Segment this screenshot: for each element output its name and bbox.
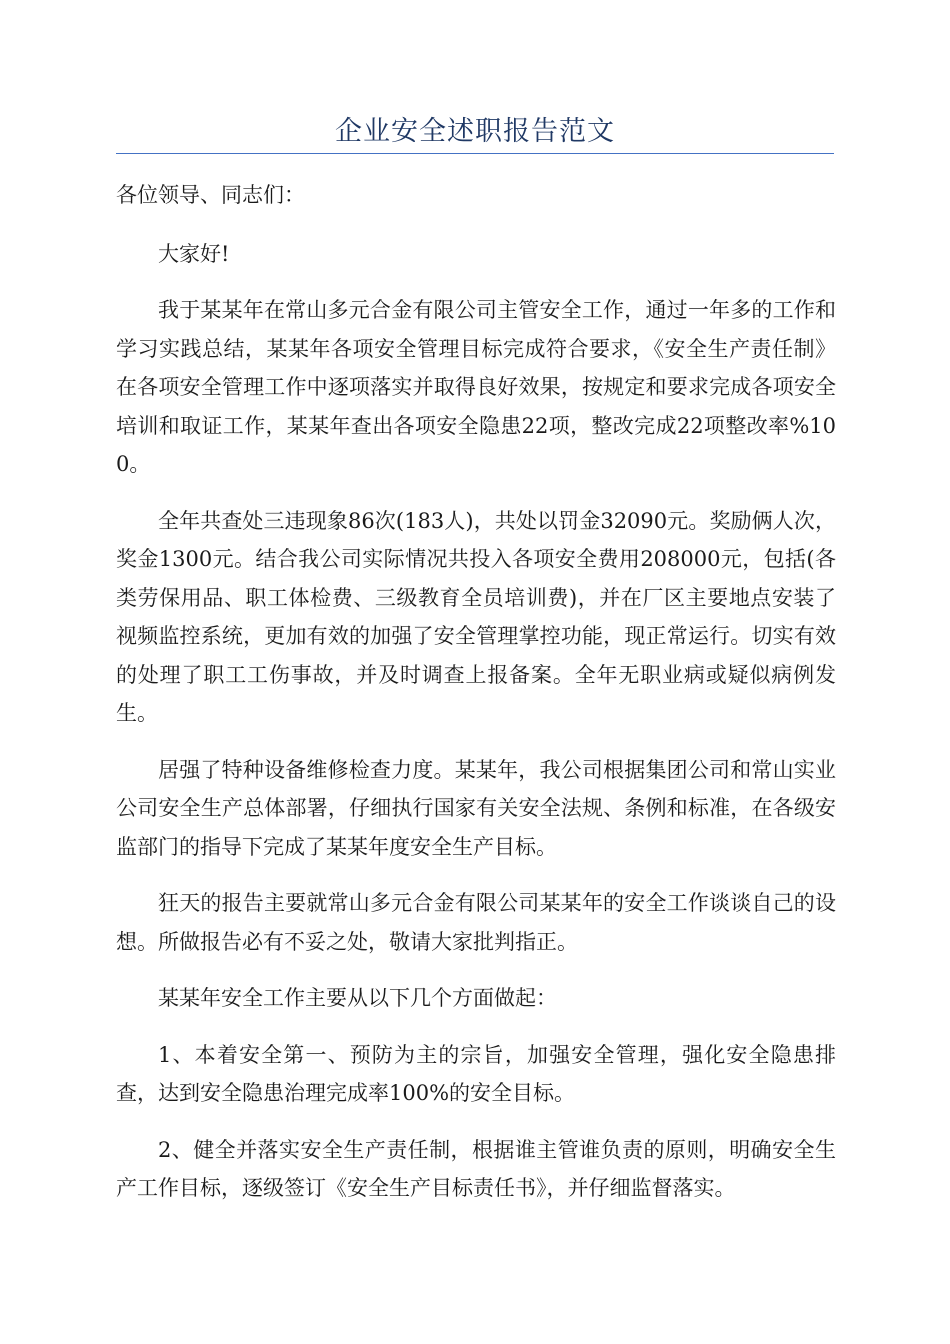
- paragraph-item-2: 2、健全并落实安全生产责任制，根据谁主管谁负责的原则，明确安全生产工作目标，逐级签订《安全生产目标责任书》，并仔细监督落实。: [116, 1137, 836, 1200]
- salutation: 各位领导、同志们：: [116, 183, 305, 207]
- paragraph-item-1: 1、本着安全第一、预防为主的宗旨，加强安全管理，强化安全隐患排查，达到安全隐患治理完成率100%的安全目标。: [116, 1042, 836, 1105]
- title-underline: [116, 153, 834, 154]
- paragraph-statistics: 全年共查处三违现象86次(183人)，共处以罚金32090元。奖励俩人次，奖金1300元。结合我公司实际情况共投入各项安全费用208000元，包括(各类劳保用品、职工体检费、三级教育全员培训费)，并在厂区主要地点安装了视频监控系统，更加有效的加强了安全管理掌控功能，现正常运行。切实有效的处理了职工工伤事故，并及时调查上报备案。全年无职业病或疑似病例发生。: [116, 508, 836, 725]
- paragraph-summary: 我于某某年在常山多元合金有限公司主管安全工作，通过一年多的工作和学习实践总结，某某年各项安全管理目标完成符合要求，《安全生产责任制》在各项安全管理工作中逐项落实并取得良好效果，按规定和要求完成各项安全培训和取证工作，某某年查出各项安全隐患22项，整改完成22项整改率%100。: [116, 298, 836, 476]
- paragraph-equipment: 居强了特种设备维修检查力度。某某年，我公司根据集团公司和常山实业公司安全生产总体部署，仔细执行国家有关安全法规、条例和标准，在各级安监部门的指导下完成了某某年度安全生产目标。: [116, 757, 836, 859]
- document-title: 企业安全述职报告范文: [335, 116, 615, 147]
- paragraph-report-intro: 狂天的报告主要就常山多元合金有限公司某某年的安全工作谈谈自己的设想。所做报告必有不妥之处，敬请大家批判指正。: [116, 891, 836, 954]
- paragraph-greeting: 大家好!: [158, 241, 230, 266]
- document-body: [116, 176, 836, 1226]
- paragraph-plan-intro: 某某年安全工作主要从以下几个方面做起：: [158, 986, 557, 1010]
